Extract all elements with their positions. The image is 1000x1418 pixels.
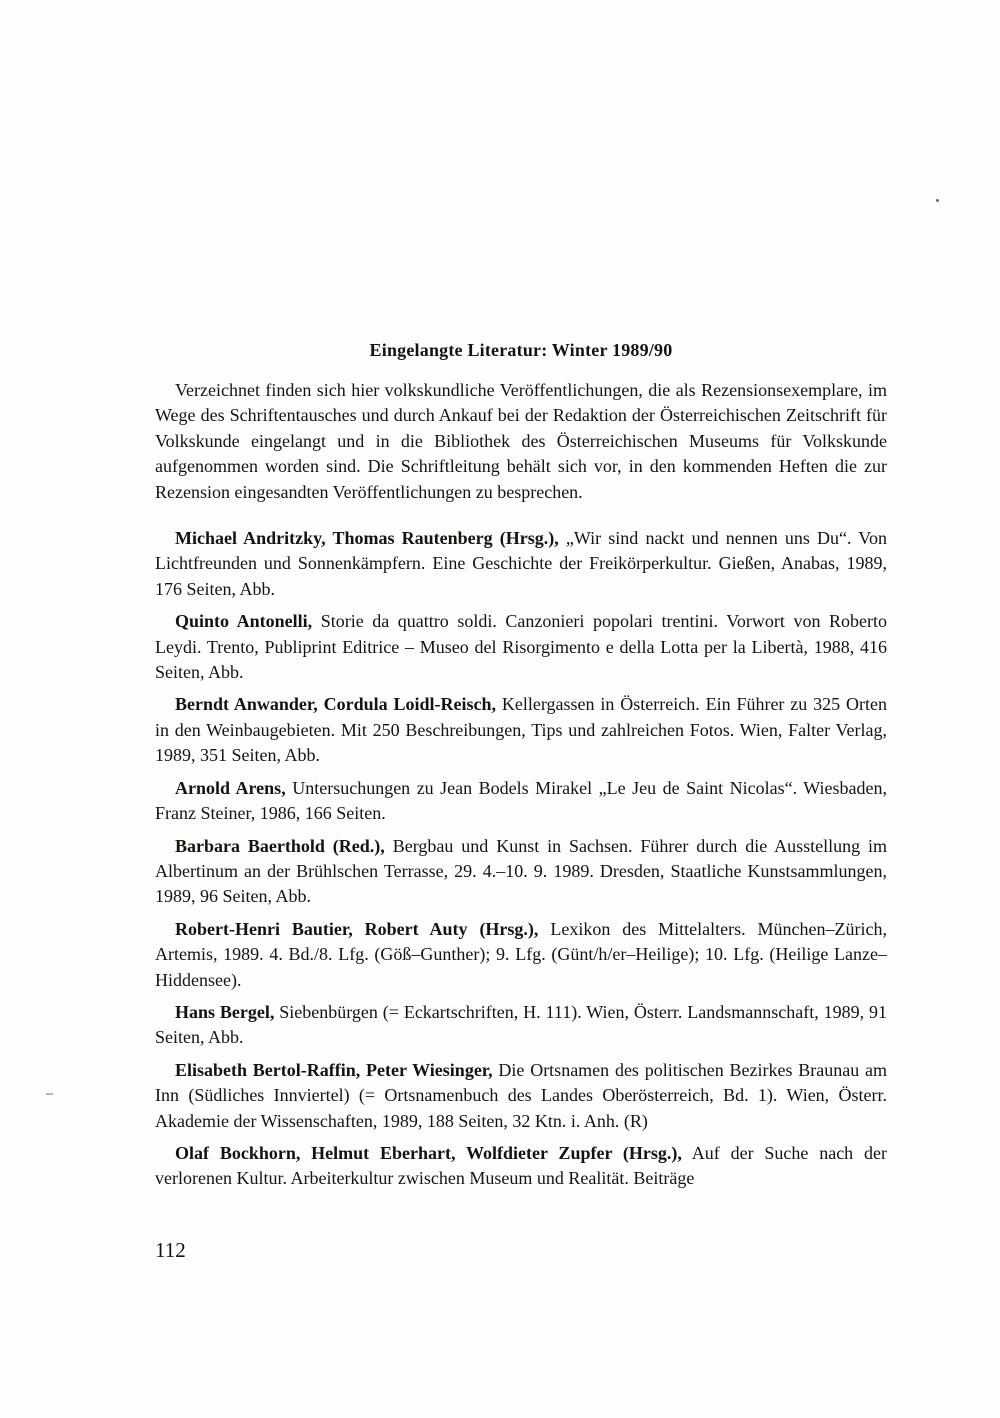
page-title: Eingelangte Literatur: Winter 1989/90 <box>369 340 673 360</box>
bibliography-entry <box>155 1000 887 1051</box>
entry-text: Kellergassen in Österreich. Ein Führer zu 325 Orten in den Weinbaugebieten. Mit 250 Beschreibungen, Tips und zahlreichen Fotos. Wien, Falter Verlag, 1989, 351 Seiten, Abb. <box>155 694 888 766</box>
text-block <box>155 340 887 1192</box>
intro-paragraph: Verzeichnet finden sich hier volkskundliche Veröffentlichungen, die als Rezensionsexemplare, im Wege des Schriftentausches und durch Ankauf bei der Redaktion der Österreichischen Zeitschrift für Volkskunde eingelangt und in die Bibliothek des Österreichischen Museums für Volkskunde aufgenommen worden sind. Die Schriftleitung behält sich vor, in den kommenden Heften die zur Rezension eingesandten Veröffentlichungen zu besprechen. <box>155 380 887 502</box>
scan-speck <box>46 1093 53 1095</box>
entry-authors: Michael Andritzky, Thomas Rautenberg (Hrsg.), <box>175 528 559 549</box>
entry-text: Siebenbürgen (= Eckartschriften, H. 111). Wien, Österr. Landsmannschaft, 1989, 91 Seiten, Abb. <box>155 1001 887 1048</box>
entry-text: Lexikon des Mittelalters. München–Zürich, Artemis, 1989. 4. Bd./8. Lfg. (Göß–Gunther); 9. Lfg. (Günt/h/er–Heilige); 10. Lfg. (Heilige Lanze–Hiddensee). <box>155 918 888 990</box>
entry-text: Untersuchungen zu Jean Bodels Mirakel „Le Jeu de Saint Nicolas“. Wiesbaden, Franz Steiner, 1986, 166 Seiten. <box>155 777 888 824</box>
entry-authors: Barbara Baerthold (Red.), <box>175 835 385 856</box>
bibliography-entry <box>155 609 887 685</box>
bibliography-entry <box>155 1058 887 1134</box>
entry-authors: Berndt Anwander, Cordula Loidl-Reisch, <box>175 694 496 715</box>
entry-authors: Hans Bergel, <box>175 1001 275 1022</box>
entry-authors: Robert-Henri Bautier, Robert Auty (Hrsg.), <box>175 918 539 939</box>
entry-text: Storie da quattro soldi. Canzonieri popolari trentini. Vorwort von Roberto Leydi. Trento, Publiprint Editrice – Museo del Risorgimento e della Lotta per la Libertà, 1988, 416 Seiten, Abb. <box>155 611 888 683</box>
bibliography-entry <box>155 834 887 910</box>
entry-text: „Wir sind nackt und nennen uns Du“. Von Lichtfreunden und Sonnenkämpfern. Eine Geschichte der Freikörperkultur. Gießen, Anabas, 1989, 176 Seiten, Abb. <box>155 528 887 599</box>
scan-speck <box>936 199 939 202</box>
entry-authors: Quinto Antonelli, <box>175 611 313 632</box>
entry-authors: Arnold Arens, <box>175 777 286 798</box>
bibliography-list <box>155 526 887 1192</box>
entry-authors: Olaf Bockhorn, Helmut Eberhart, Wolfdieter Zupfer (Hrsg.), <box>175 1142 682 1163</box>
entry-authors: Elisabeth Bertol-Raffin, Peter Wiesinger, <box>175 1059 493 1080</box>
bibliography-entry <box>155 692 887 768</box>
bibliography-entry <box>155 776 887 827</box>
page-number: 112 <box>155 1238 186 1262</box>
entry-text: Die Ortsnamen des politischen Bezirkes Braunau am Inn (Südliches Innviertel) (= Ortsnamenbuch des Landes Oberösterreich, Bd. 1). Wien, Österr. Akademie der Wissenschaften, 1989, 188 Seiten, 32 Ktn. i. Anh. (R) <box>155 1059 887 1131</box>
bibliography-entry <box>155 917 887 993</box>
entry-text: Auf der Suche nach der verlorenen Kultur. Arbeiterkultur zwischen Museum und Realität. Beiträge <box>155 1142 887 1189</box>
entry-text: Bergbau und Kunst in Sachsen. Führer durch die Ausstellung im Albertinum an der Brühlschen Terrasse, 29. 4.–10. 9. 1989. Dresden, Staatliche Kunstsammlungen, 1989, 96 Seiten, Abb. <box>155 835 888 907</box>
bibliography-entry <box>155 526 887 602</box>
bibliography-entry <box>155 1141 887 1192</box>
